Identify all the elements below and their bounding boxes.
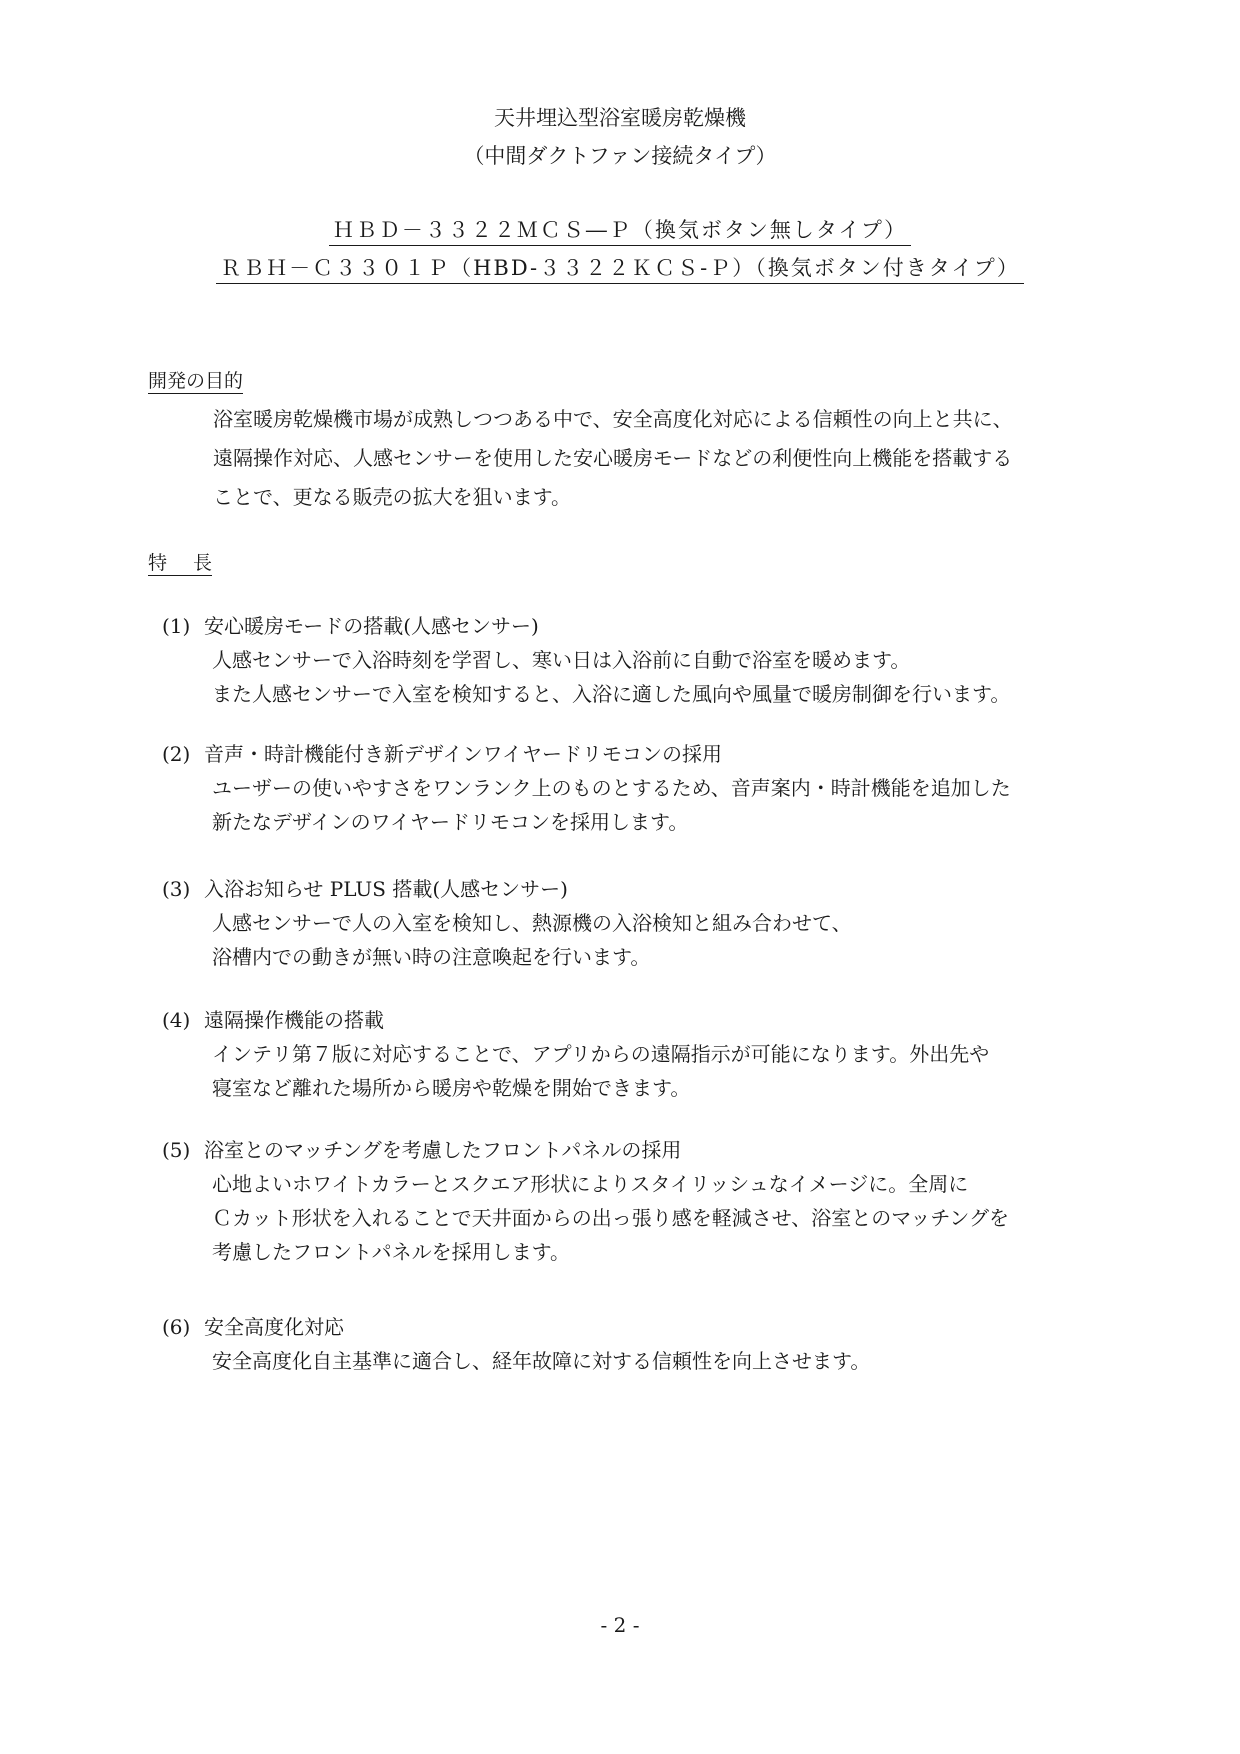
feature-line: 新たなデザインのワイヤードリモコンを採用します。	[212, 810, 689, 834]
purpose-line: 浴室暖房乾燥機市場が成熟しつつある中で、安全高度化対応による信頼性の向上と共に、	[213, 407, 1013, 431]
feature-item-6	[162, 1310, 1142, 1378]
feature-body	[162, 771, 1142, 839]
feature-line: 安全高度化自主基準に適合し、経年故障に対する信頼性を向上させます。	[212, 1349, 871, 1373]
feature-title	[162, 1003, 1142, 1037]
feature-number: (5)	[162, 1138, 191, 1162]
feature-title-text: 安全高度化対応	[204, 1315, 344, 1339]
document-title: 天井埋込型浴室暖房乾燥機	[494, 106, 746, 130]
feature-body	[162, 1037, 1142, 1105]
feature-item-4	[162, 1003, 1142, 1105]
feature-body	[162, 643, 1142, 711]
feature-item-3	[162, 872, 1142, 974]
feature-item-5	[162, 1133, 1142, 1269]
feature-number: (2)	[162, 742, 191, 766]
feature-line: Ｃカット形状を入れることで天井面からの出っ張り感を軽減させ、浴室とのマッチングを	[212, 1206, 1009, 1230]
feature-title-text: 浴室とのマッチングを考慮したフロントパネルの採用	[204, 1138, 682, 1162]
feature-line: 人感センサーで人の入室を検知し、熱源機の入浴検知と組み合わせて、	[212, 911, 852, 935]
feature-body	[162, 906, 1142, 974]
feature-number: (4)	[162, 1008, 191, 1032]
feature-body	[162, 1167, 1142, 1269]
features-heading	[148, 548, 212, 578]
model-line-2-text: ＲＢＨ－Ｃ３３０１Ｐ（HBD-３３２２ＫＣＳ-Ｐ）（換気ボタン付きタイプ）	[216, 253, 1024, 284]
feature-item-1	[162, 609, 1142, 711]
feature-line: 浴槽内での動きが無い時の注意喚起を行います。	[212, 945, 651, 969]
feature-line: インテリ第７版に対応することで、アプリからの遠隔指示が可能になります。外出先や	[212, 1042, 990, 1066]
purpose-body	[213, 400, 1143, 517]
feature-number: (1)	[162, 614, 191, 638]
feature-title	[162, 1310, 1142, 1344]
features-heading-text	[148, 552, 212, 576]
feature-item-2	[162, 737, 1142, 839]
feature-title-text: 遠隔操作機能の搭載	[204, 1008, 384, 1032]
features-heading-last: 長	[193, 552, 213, 574]
feature-line: 人感センサーで入浴時刻を学習し、寒い日は入浴前に自動で浴室を暖めます。	[212, 648, 911, 672]
feature-line: また人感センサーで入室を検知すると、入浴に適した風向や風量で暖房制御を行います。	[212, 682, 1011, 706]
feature-title-text: 安心暖房モードの搭載(人感センサー)	[204, 614, 539, 638]
feature-title-text: 音声・時計機能付き新デザインワイヤードリモコンの採用	[204, 742, 722, 766]
purpose-heading	[148, 366, 243, 396]
purpose-line: 遠隔操作対応、人感センサーを使用した安心暖房モードなどの利便性向上機能を搭載する	[213, 446, 1013, 470]
feature-body	[162, 1344, 1142, 1378]
page-number: - 2 -	[600, 1613, 640, 1637]
feature-title-text: 入浴お知らせ PLUS 搭載(人感センサー)	[204, 877, 568, 901]
purpose-line: ことで、更なる販売の拡大を狙います。	[213, 485, 571, 509]
purpose-heading-text: 開発の目的	[148, 370, 244, 392]
feature-line: 考慮したフロントパネルを採用します。	[212, 1240, 570, 1264]
model-line-2	[0, 250, 1240, 286]
feature-title	[162, 609, 1142, 643]
feature-number: (6)	[162, 1315, 191, 1339]
feature-line: 心地よいホワイトカラーとスクエア形状によりスタイリッシュなイメージに。全周に	[212, 1172, 969, 1196]
model-line-1	[0, 212, 1240, 248]
model-line-1-text: ＨＢＤ－３３２２ＭＣＳ―Ｐ（換気ボタン無しタイプ）	[329, 215, 911, 246]
document-subtitle: （中間ダクトファン接続タイプ）	[463, 144, 777, 168]
feature-line: ユーザーの使いやすさをワンランク上のものとするため、音声案内・時計機能を追加した	[212, 776, 1011, 800]
feature-number: (3)	[162, 877, 191, 901]
feature-title	[162, 1133, 1142, 1167]
feature-title	[162, 737, 1142, 771]
feature-title	[162, 872, 1142, 906]
features-heading-first: 特	[148, 552, 194, 574]
feature-line: 寝室など離れた場所から暖房や乾燥を開始できます。	[212, 1076, 691, 1100]
